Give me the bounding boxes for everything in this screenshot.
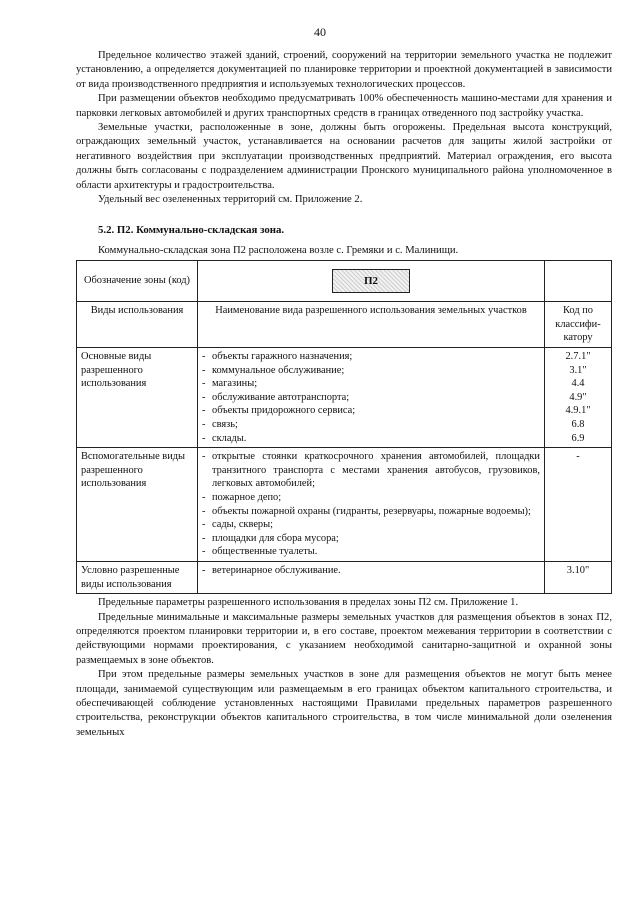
items-cell (198, 348, 545, 448)
category-cell: Вспомогательные виды разрешенного использования (77, 448, 198, 562)
section-heading: 5.2. П2. Коммунально-складская зона. (98, 224, 285, 237)
paragraph: Предельные параметры разрешенного использования в пределах зоны П2 см. Приложение 1. (98, 597, 519, 609)
table-row (77, 348, 612, 448)
list-item: - обслуживание автотранспорта; (202, 391, 540, 405)
list-item: - сады, скверы; (202, 518, 540, 532)
list-item: - ветеринарное обслуживание. (202, 564, 540, 578)
code-value: 3.1" (569, 364, 587, 376)
list-item: - пожарное депо; (202, 491, 540, 505)
header-name: Наименование вида разрешенного использования земельных участков (198, 302, 545, 348)
code-value: - (576, 451, 580, 463)
category-cell: Условно разрешенные виды использования (77, 561, 198, 593)
list-item: - открытые стоянки краткосрочного хранения автомобилей, площадки транзитного транспорта с местами хранения автобусов, грузовиков, легковых автомобилей; (202, 450, 540, 491)
code-value: 4.9" (569, 391, 587, 403)
paragraph: Земельные участки, расположенные в зоне, должны быть огорожены. Предельная высота конструкций, ограждающих земельный участок, устанавливается на основании расчетов для защиты жилой застройки от негативного воздействия при эксплуатации производственных предприятий. Материал ограждения, его высота должны быть согласованы с подразделением администрации Пронского муниципального района уполномоченное в области архитектуры и градостроительства. (76, 122, 612, 191)
code-value: 6.9 (571, 432, 585, 444)
items-cell (198, 561, 545, 593)
code-value: 4.4 (571, 378, 585, 390)
table-row (77, 448, 612, 562)
list-item: - коммунальное обслуживание; (202, 364, 540, 378)
zone-table (76, 260, 612, 594)
header-types: Виды использования (77, 302, 198, 348)
paragraph: Удельный вес озелененных территорий см. Приложение 2. (98, 194, 363, 206)
empty-cell (545, 261, 612, 302)
items-cell (198, 448, 545, 562)
table-header-row (77, 302, 612, 348)
paragraph: При этом предельные размеры земельных участков в зоне для размещения объектов не могут быть менее площади, занимаемой существующим или размещаемым в его границах объектом капитального строительства, и обеспечивающей соблюдение установленных настоящими Правилами предельных параметров разрешенного строительства, реконструкции объектов капитального строительства, в том числе минимальной доли озеленения земельных (76, 669, 612, 738)
section-intro: Коммунально-складская зона П2 расположена возле с. Гремяки и с. Малинищи. (98, 244, 459, 256)
table-row (77, 261, 612, 302)
list-item: - объекты придорожного сервиса; (202, 404, 540, 418)
list-item: - магазины; (202, 377, 540, 391)
zone-label-cell: Обозначение зоны (код) (77, 261, 198, 302)
table-row (77, 561, 612, 593)
code-value: 3.10" (566, 564, 590, 576)
header-code: Код по классифи-катору (545, 302, 612, 348)
list-item: - площадки для сбора мусора; (202, 532, 540, 546)
list-item: - общественные туалеты. (202, 545, 540, 559)
list-item: - объекты пожарной охраны (гидранты, резервуары, пожарные водоемы); (202, 505, 540, 519)
code-value: 2.7.1" (565, 351, 591, 363)
code-value: 4.9.1" (565, 405, 591, 417)
paragraph: Предельные минимальные и максимальные размеры земельных участков для размещения объектов в зонах П2, определяются проектом планировки территории и, в его составе, проектом межевания территории в соответствии с действующими нормами проектирования, с указанием необходимой санитарно-защитной и охранной зоны размещаемых в зоне объектов. (76, 611, 612, 666)
code-value: 6.8 (571, 419, 585, 431)
list-item: - связь; (202, 418, 540, 432)
document-body (76, 49, 612, 740)
paragraph: При размещении объектов необходимо предусматривать 100% обеспеченность машино-местами для хранения и парковки легковых автомобилей и других транспортных средств в границах отведенного под застройку участка. (76, 93, 612, 119)
zone-code-cell (198, 261, 545, 302)
list-item: - объекты гаражного назначения; (202, 350, 540, 364)
category-cell: Основные виды разрешенного использования (77, 348, 198, 448)
codes-cell (545, 348, 612, 448)
codes-cell (545, 561, 612, 593)
paragraph: Предельное количество этажей зданий, строений, сооружений на территории земельного участка не подлежит установлению, а определяется документацией по планировке территории и проектной документацией в зависимости от вида производственного предприятия и используемых технологических процессов. (76, 50, 612, 90)
zone-code-badge: П2 (332, 269, 410, 293)
codes-cell (545, 448, 612, 562)
list-item: - склады. (202, 432, 540, 446)
page-number: 40 (314, 25, 326, 39)
